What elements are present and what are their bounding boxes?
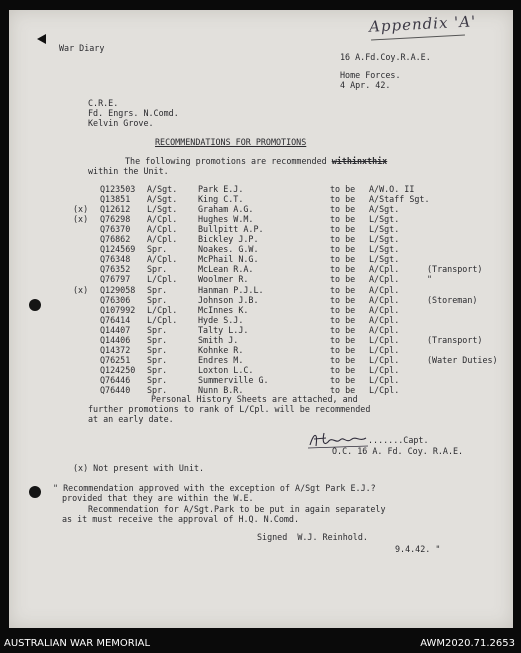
addressee-line-1: C.R.E. [88, 98, 119, 108]
row-note: (Transport) [427, 264, 483, 275]
row-to-be: to be [330, 214, 356, 225]
filing-arrow-icon [37, 34, 46, 44]
header-unit: 16 A.Fd.Coy.R.A.E. [340, 52, 431, 62]
row-new-rank: L/Sgt. [369, 214, 400, 225]
row-service-number: Q76414 [100, 314, 131, 325]
row-current-rank: A/Cpl. [147, 214, 178, 225]
row-new-rank: L/Sgt. [369, 254, 400, 265]
row-to-be: to be [330, 284, 356, 295]
intro-text: The following promotions are recommended [125, 156, 332, 166]
row-soldier-name: McPhail N.G. [198, 254, 259, 265]
endorsement-line-4: as it must receive the approval of H.Q. N.Comd. [62, 514, 299, 524]
row-soldier-name: Woolmer R. [198, 274, 249, 285]
row-new-rank: A/Sgt. [369, 204, 400, 215]
archive-footer [0, 634, 521, 653]
table-row [9, 315, 513, 325]
row-soldier-name: Smith J. [198, 334, 239, 345]
row-note: (Water Duties) [427, 354, 498, 365]
row-to-be: to be [330, 314, 356, 325]
row-new-rank: A/Cpl. [369, 304, 400, 315]
table-row [9, 285, 513, 295]
row-new-rank: A/Cpl. [369, 264, 400, 275]
row-new-rank: L/Cpl. [369, 354, 400, 365]
row-new-rank: A/Cpl. [369, 294, 400, 305]
row-service-number: Q76446 [100, 374, 131, 385]
endorsement-line-3: Recommendation for A/Sgt.Park to be put in again separately [88, 504, 386, 514]
row-new-rank: A/Cpl. [369, 324, 400, 335]
history-note-line-2: further promotions to rank of L/Cpl. will be recommended [88, 404, 371, 414]
table-row [9, 365, 513, 375]
row-to-be: to be [330, 274, 356, 285]
table-row [9, 345, 513, 355]
row-service-number: Q14406 [100, 334, 131, 345]
table-row [9, 375, 513, 385]
intro-line-2: within the Unit. [88, 166, 169, 176]
endorsement-line-2: provided that they are within the W.E. [62, 493, 254, 503]
row-service-number: Q76348 [100, 254, 131, 265]
row-soldier-name: McLean R.A. [198, 264, 254, 275]
punch-hole-icon [29, 486, 41, 498]
row-current-rank: Spr. [147, 374, 168, 385]
row-soldier-name: Bullpitt A.P. [198, 224, 264, 235]
endorsement-line-1: " Recommendation approved with the exception of A/Sgt Park E.J.? [53, 483, 376, 493]
row-service-number: Q124569 [100, 244, 136, 255]
row-service-number: Q76370 [100, 224, 131, 235]
row-soldier-name: Park E.J. [198, 184, 244, 194]
history-note-line-3: at an early date. [88, 414, 174, 424]
row-soldier-name: Noakes. G.W. [198, 244, 259, 255]
row-to-be: to be [330, 244, 356, 255]
row-new-rank: L/Cpl. [369, 364, 400, 375]
row-service-number: Q76251 [100, 354, 131, 365]
endorsement-signed: Signed W.J. Reinhold. [257, 532, 368, 542]
document-page [9, 10, 513, 628]
row-current-rank: Spr. [147, 334, 168, 345]
history-note-line-1: Personal History Sheets are attached, and [151, 394, 358, 404]
row-current-rank: Spr. [147, 284, 168, 295]
row-to-be: to be [330, 374, 356, 385]
row-soldier-name: Bickley J.P. [198, 234, 259, 245]
row-current-rank: Spr. [147, 264, 168, 275]
row-service-number: Q14407 [100, 324, 131, 335]
row-to-be: to be [330, 254, 356, 265]
row-service-number: Q76306 [100, 294, 131, 305]
row-new-rank: L/Sgt. [369, 224, 400, 235]
table-row [9, 335, 513, 345]
table-row [9, 325, 513, 335]
row-current-rank: Spr. [147, 385, 168, 395]
row-note: (Transport) [427, 334, 483, 345]
row-current-rank: L/Cpl. [147, 274, 178, 285]
table-row [9, 355, 513, 365]
row-note: (Storeman) [427, 294, 478, 305]
row-to-be: to be [330, 354, 356, 365]
row-soldier-name: Kohnke R. [198, 344, 244, 355]
row-current-rank: Spr. [147, 294, 168, 305]
row-to-be: to be [330, 204, 356, 215]
row-soldier-name: Hughes W.M. [198, 214, 254, 225]
table-row [9, 204, 513, 214]
row-soldier-name: Hanman P.J.L. [198, 284, 264, 295]
footnote: (x) Not present with Unit. [73, 463, 205, 473]
endorsement-date: 9.4.42. " [395, 544, 441, 554]
row-new-rank: L/Sgt. [369, 234, 400, 245]
row-new-rank: A/Staff Sgt. [369, 194, 430, 205]
row-to-be: to be [330, 344, 356, 355]
addressee-line-2: Fd. Engrs. N.Comd. [88, 108, 179, 118]
table-row [9, 234, 513, 244]
addressee-line-3: Kelvin Grove. [88, 118, 154, 128]
row-current-rank: A/Sgt. [147, 184, 178, 194]
row-current-rank: Spr. [147, 344, 168, 355]
table-row [9, 244, 513, 254]
table-row [9, 224, 513, 234]
row-current-rank: Spr. [147, 324, 168, 335]
row-new-rank: L/Cpl. [369, 385, 400, 395]
row-current-rank: Spr. [147, 244, 168, 255]
row-to-be: to be [330, 334, 356, 345]
header-date: 4 Apr. 42. [340, 80, 391, 90]
row-new-rank: A/Cpl. [369, 274, 400, 285]
row-soldier-name: Talty L.J. [198, 324, 249, 335]
row-service-number: Q76797 [100, 274, 131, 285]
appendix-handwritten-note: Appendix 'A' [368, 12, 477, 36]
row-soldier-name: Graham A.G. [198, 204, 254, 215]
row-service-number: Q13851 [100, 194, 131, 205]
row-to-be: to be [330, 184, 356, 194]
row-new-rank: L/Cpl. [369, 334, 400, 345]
row-to-be: to be [330, 385, 356, 395]
table-row [9, 274, 513, 284]
row-service-number: Q76298 [100, 214, 131, 225]
row-current-rank: A/Cpl. [147, 224, 178, 235]
signature-title: O.C. 16 A. Fd. Coy. R.A.E. [332, 446, 464, 456]
row-current-rank: A/Cpl. [147, 254, 178, 265]
row-service-number: Q124250 [100, 364, 136, 375]
row-new-rank: A/Cpl. [369, 284, 400, 295]
row-soldier-name: Loxton L.C. [198, 364, 254, 375]
row-absent-mark: (x) [73, 284, 89, 295]
row-soldier-name: Summerville G. [198, 374, 269, 385]
table-row [9, 194, 513, 204]
row-new-rank: L/Cpl. [369, 374, 400, 385]
table-row [9, 295, 513, 305]
row-to-be: to be [330, 364, 356, 375]
intro-struck-text: withinxthix [331, 156, 388, 166]
row-soldier-name: Endres M. [198, 354, 244, 365]
row-to-be: to be [330, 194, 356, 205]
row-current-rank: Spr. [147, 364, 168, 375]
row-to-be: to be [330, 294, 356, 305]
header-location: Home Forces. [340, 70, 401, 80]
intro-line-1 [125, 156, 387, 166]
row-absent-mark: (x) [73, 204, 89, 215]
row-to-be: to be [330, 304, 356, 315]
row-current-rank: A/Cpl. [147, 234, 178, 245]
row-current-rank: A/Sgt. [147, 194, 178, 205]
row-to-be: to be [330, 224, 356, 235]
row-new-rank: L/Cpl. [369, 344, 400, 355]
row-service-number: Q107992 [100, 304, 136, 315]
footer-reference: AWM2020.71.2653 [420, 638, 515, 649]
document-title: RECOMMENDATIONS FOR PROMOTIONS [155, 137, 307, 147]
table-row [9, 214, 513, 224]
table-row [9, 264, 513, 274]
row-soldier-name: Hyde S.J. [198, 314, 244, 325]
row-soldier-name: Nunn B.R. [198, 385, 244, 395]
table-row [9, 254, 513, 264]
row-new-rank: L/Sgt. [369, 244, 400, 255]
row-current-rank: L/Cpl. [147, 314, 178, 325]
appendix-underline [371, 35, 465, 41]
row-new-rank: A/W.O. II [369, 184, 415, 194]
row-current-rank: L/Sgt. [147, 204, 178, 215]
row-to-be: to be [330, 324, 356, 335]
row-soldier-name: Johnson J.B. [198, 294, 259, 305]
row-service-number: Q76440 [100, 385, 131, 395]
row-new-rank: A/Cpl. [369, 314, 400, 325]
row-to-be: to be [330, 264, 356, 275]
row-soldier-name: McInnes K. [198, 304, 249, 315]
row-absent-mark: (x) [73, 214, 89, 225]
row-service-number: Q129058 [100, 284, 136, 295]
row-soldier-name: King C.T. [198, 194, 244, 205]
row-service-number: Q76862 [100, 234, 131, 245]
header-war-diary: War Diary [59, 43, 105, 53]
row-service-number: Q76352 [100, 264, 131, 275]
row-current-rank: L/Cpl. [147, 304, 178, 315]
table-row [9, 184, 513, 194]
row-service-number: Q14372 [100, 344, 131, 355]
table-row [9, 305, 513, 315]
row-note: " [427, 274, 433, 285]
row-to-be: to be [330, 234, 356, 245]
signature-rank: .......Capt. [368, 435, 429, 445]
row-service-number: Q123503 [100, 184, 136, 194]
footer-institution: AUSTRALIAN WAR MEMORIAL [4, 638, 151, 649]
row-current-rank: Spr. [147, 354, 168, 365]
row-service-number: Q12612 [100, 204, 131, 215]
